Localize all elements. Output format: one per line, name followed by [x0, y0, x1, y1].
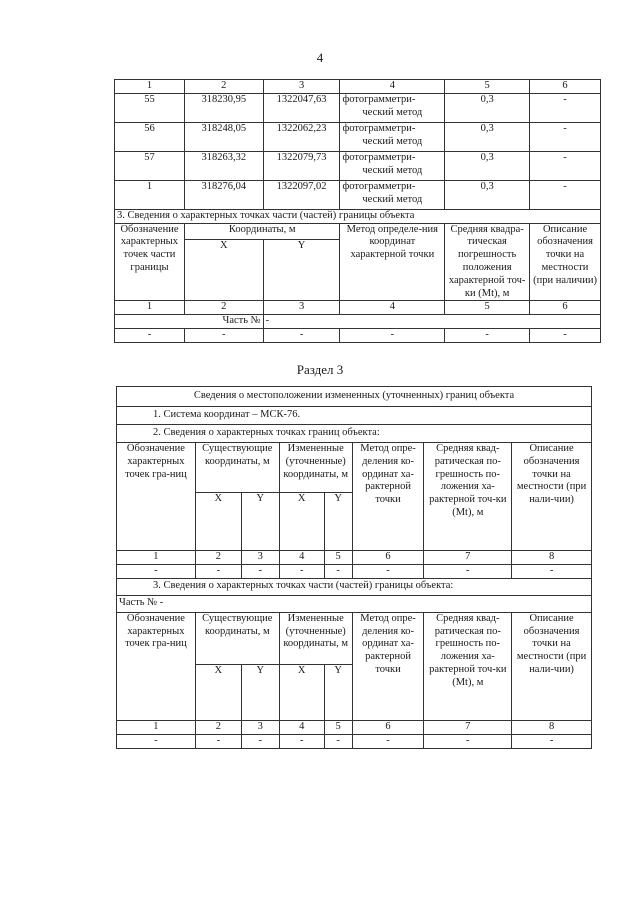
header-description: Описание обозначения точки на местности (при наличии)	[530, 223, 601, 301]
coord-x: 318263,32	[184, 151, 263, 180]
empty-cell: -	[241, 565, 279, 579]
col-number: 3	[263, 80, 340, 94]
empty-row	[117, 734, 592, 748]
header-existing: Существующие координаты, м	[195, 612, 279, 664]
col-number: 7	[424, 551, 512, 565]
header-row	[117, 612, 592, 664]
empty-row	[117, 565, 592, 579]
header-y: Y	[241, 664, 279, 720]
coord-system: 1. Система координат – МСК-76.	[117, 407, 592, 425]
method-cell	[340, 180, 445, 209]
empty-cell: -	[279, 565, 324, 579]
description: -	[530, 180, 601, 209]
header-method: Метод опре-деления ко-ординат ха-рактерной точки	[352, 612, 424, 720]
method-line: ческий метод	[362, 193, 423, 205]
col-number: 6	[352, 551, 424, 565]
method-line: фотограмметри-	[342, 180, 416, 192]
header-description: Описание обозначения точки на местности (при нали-чии)	[512, 443, 592, 551]
col-number: 1	[115, 80, 185, 94]
title-row	[117, 387, 592, 407]
coord-y: 1322062,23	[263, 122, 340, 151]
point-number: 56	[115, 122, 185, 151]
empty-cell: -	[195, 734, 241, 748]
header-method: Метод определе-ния координат характерной точки	[340, 223, 445, 301]
part-value: -	[263, 315, 600, 329]
col-number: 4	[340, 80, 445, 94]
header-description: Описание обозначения точки на местности (при нали-чии)	[512, 612, 592, 720]
header-coords: Координаты, м	[184, 223, 340, 239]
header-designation: Обозначение характерных точек гра-ниц	[117, 443, 196, 551]
description: -	[530, 122, 601, 151]
column-numbers-row	[117, 720, 592, 734]
header-changed: Измененные (уточненные) координаты, м	[279, 443, 352, 493]
col-number: 2	[195, 720, 241, 734]
method-cell	[340, 151, 445, 180]
section3-title: 3. Сведения о характерных точках части (частей) границы объекта:	[117, 578, 592, 595]
header-mt: Средняя квадра-тическая погрешность положения характерной точ-ки (Mt), м	[445, 223, 530, 301]
point-number: 55	[115, 93, 185, 122]
method-line: фотограмметри-	[342, 151, 416, 163]
header-designation: Обозначение характерных точек гра-ниц	[117, 612, 196, 720]
header-mt: Средняя квад-ратическая по-грешность по-ложения ха-рактерной точ-ки (Mt), м	[424, 443, 512, 551]
empty-cell: -	[512, 734, 592, 748]
empty-cell: -	[530, 329, 601, 343]
method-line: фотограмметри-	[342, 93, 416, 105]
empty-cell: -	[117, 565, 196, 579]
header-y: Y	[263, 240, 340, 301]
col-number: 8	[512, 551, 592, 565]
column-numbers-row	[115, 301, 601, 315]
method-line: ческий метод	[362, 164, 423, 176]
header-x: X	[279, 493, 324, 551]
table-title: Сведения о местоположении измененных (уточненных) границ объекта	[117, 387, 592, 407]
section2-title: 2. Сведения о характерных точках границ объекта:	[117, 425, 592, 443]
section3-title: 3. Сведения о характерных точках части (частей) границы объекта	[115, 209, 601, 223]
empty-cell: -	[117, 734, 196, 748]
coord-y: 1322097,02	[263, 180, 340, 209]
empty-cell: -	[184, 329, 263, 343]
table-row	[115, 122, 601, 151]
empty-cell: -	[424, 565, 512, 579]
method-cell	[340, 93, 445, 122]
header-changed: Измененные (уточненные) координаты, м	[279, 612, 352, 664]
col-number: 1	[115, 301, 185, 315]
description: -	[530, 151, 601, 180]
header-row	[115, 223, 601, 239]
coord-y: 1322079,73	[263, 151, 340, 180]
header-x: X	[195, 664, 241, 720]
empty-cell: -	[324, 734, 352, 748]
col-number: 4	[279, 720, 324, 734]
header-designation: Обозначение характерных точек части границы	[115, 223, 185, 301]
header-y: Y	[324, 664, 352, 720]
part-label: Часть №	[115, 315, 264, 329]
table-row	[115, 180, 601, 209]
coord-x: 318230,95	[184, 93, 263, 122]
col-number: 4	[340, 301, 445, 315]
description: -	[530, 93, 601, 122]
header-row	[117, 443, 592, 493]
col-number: 1	[117, 551, 196, 565]
method-line: ческий метод	[362, 135, 423, 147]
method-line: ческий метод	[362, 106, 423, 118]
mt-value: 0,3	[445, 122, 530, 151]
empty-cell: -	[279, 734, 324, 748]
empty-cell: -	[352, 565, 424, 579]
col-number: 2	[195, 551, 241, 565]
part-row	[115, 315, 601, 329]
col-number: 3	[241, 720, 279, 734]
col-number: 2	[184, 301, 263, 315]
bottom-table	[116, 386, 592, 749]
table-row	[115, 151, 601, 180]
mt-value: 0,3	[445, 151, 530, 180]
empty-cell: -	[195, 565, 241, 579]
part-row	[117, 595, 592, 612]
col-number: 8	[512, 720, 592, 734]
empty-cell: -	[424, 734, 512, 748]
header-mt: Средняя квад-ратическая по-грешность по-ложения ха-рактерной точ-ки (Mt), м	[424, 612, 512, 720]
empty-cell: -	[445, 329, 530, 343]
header-existing: Существующие координаты, м	[195, 443, 279, 493]
method-cell	[340, 122, 445, 151]
empty-cell: -	[352, 734, 424, 748]
col-number: 2	[184, 80, 263, 94]
empty-row	[115, 329, 601, 343]
table-header-numbers-row	[115, 80, 601, 94]
col-number: 4	[279, 551, 324, 565]
part-label: Часть № -	[117, 595, 592, 612]
col-number: 5	[445, 80, 530, 94]
empty-cell: -	[241, 734, 279, 748]
header-x: X	[184, 240, 263, 301]
empty-cell: -	[512, 565, 592, 579]
col-number: 3	[263, 301, 340, 315]
mt-value: 0,3	[445, 180, 530, 209]
mt-value: 0,3	[445, 93, 530, 122]
col-number: 7	[424, 720, 512, 734]
section-title: Раздел 3	[296, 362, 344, 377]
coord-x: 318276,04	[184, 180, 263, 209]
header-x: X	[195, 493, 241, 551]
empty-cell: -	[340, 329, 445, 343]
top-table	[114, 79, 601, 343]
section-heading-row	[115, 209, 601, 223]
header-method: Метод опре-деления ко-ординат ха-рактерной точки	[352, 443, 424, 551]
col-number: 5	[324, 551, 352, 565]
section-heading-row	[117, 425, 592, 443]
col-number: 6	[530, 80, 601, 94]
coord-system-row	[117, 407, 592, 425]
coord-x: 318248,05	[184, 122, 263, 151]
col-number: 5	[445, 301, 530, 315]
method-line: фотограмметри-	[342, 122, 416, 134]
col-number: 5	[324, 720, 352, 734]
header-y: Y	[324, 493, 352, 551]
header-y: Y	[241, 493, 279, 551]
header-x: X	[279, 664, 324, 720]
col-number: 6	[352, 720, 424, 734]
point-number: 57	[115, 151, 185, 180]
page-number: 4	[316, 50, 324, 65]
col-number: 3	[241, 551, 279, 565]
col-number: 6	[530, 301, 601, 315]
empty-cell: -	[115, 329, 185, 343]
empty-cell: -	[324, 565, 352, 579]
section-heading-row	[117, 578, 592, 595]
col-number: 1	[117, 720, 196, 734]
table-row	[115, 93, 601, 122]
coord-y: 1322047,63	[263, 93, 340, 122]
empty-cell: -	[263, 329, 340, 343]
column-numbers-row	[117, 551, 592, 565]
point-number: 1	[115, 180, 185, 209]
